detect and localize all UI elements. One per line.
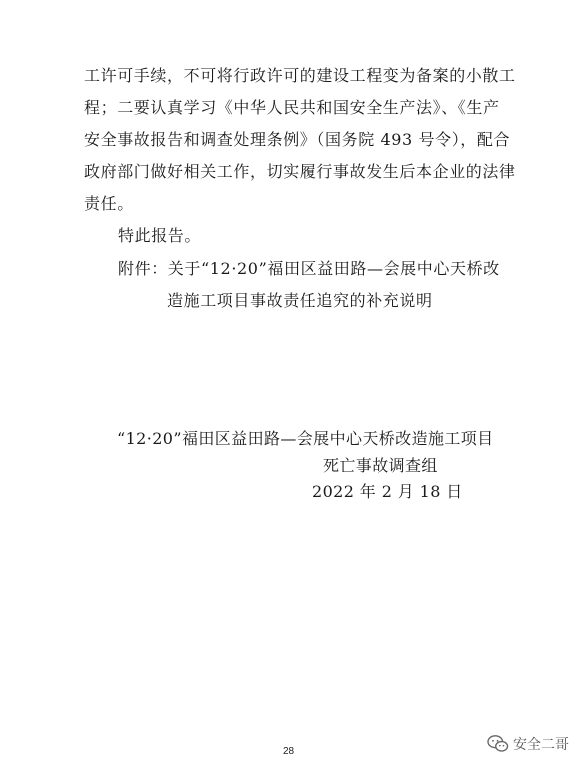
wechat-icon — [487, 734, 509, 754]
signature-date: 2022 年 2 月 18 日 — [312, 482, 463, 501]
signature-org-line-1: “12·20”福田区益田路—会展中心天桥改造施工项目 — [117, 429, 494, 448]
page-number: 28 — [283, 746, 295, 757]
closing-text: 特此报告。 — [118, 226, 202, 245]
attachment-line-1: 附件：关于“12·20”福田区益田路—会展中心天桥改 — [118, 259, 500, 278]
paragraph-line-5: 责任。 — [84, 194, 134, 213]
paragraph-line-4: 政府部门做好相关工作，切实履行事故发生后本企业的法律 — [84, 162, 516, 181]
attachment-line-2: 造施工项目事故责任追究的补充说明 — [167, 291, 433, 310]
watermark-text: 安全二哥 — [513, 737, 569, 753]
paragraph-line-2: 程；二要认真学习《中华人民共和国安全生产法》、《生产 — [84, 98, 500, 117]
paragraph-line-3: 安全事故报告和调查处理条例》（国务院 493 号令），配合 — [84, 130, 511, 149]
watermark — [487, 734, 569, 754]
paragraph-line-1: 工许可手续，不可将行政许可的建设工程变为备案的小散工 — [84, 66, 516, 85]
signature-org-line-2: 死亡事故调查组 — [323, 456, 438, 475]
